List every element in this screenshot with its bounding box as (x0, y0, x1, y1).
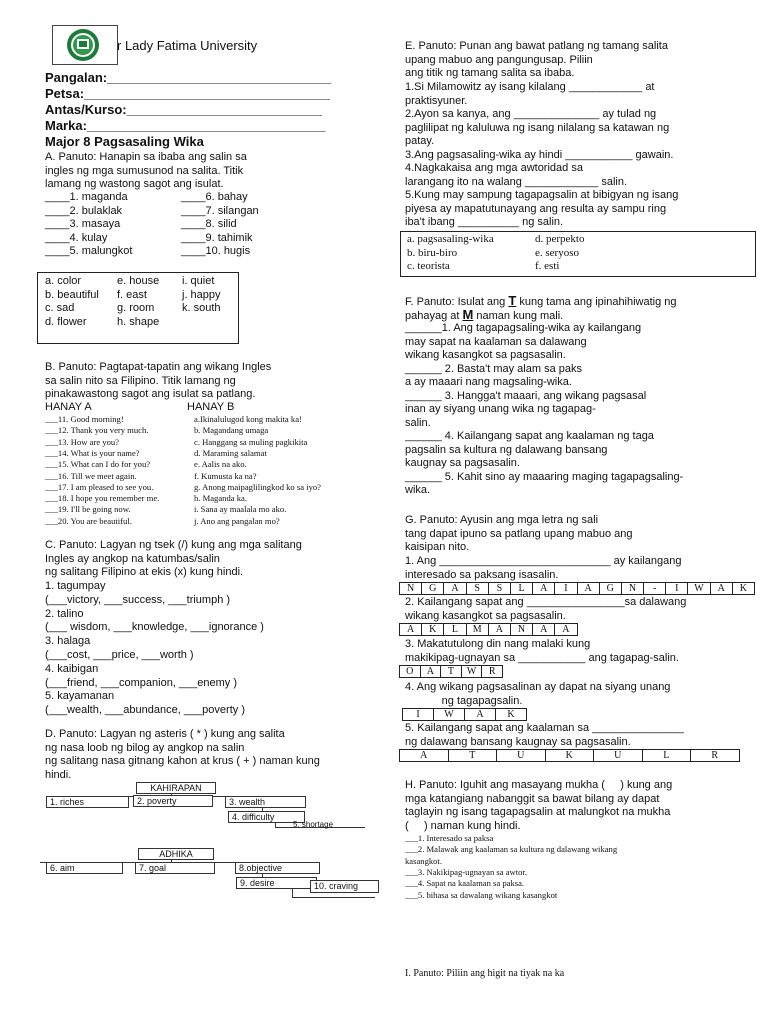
section-g-q3: 3. Makatutulong din nang malaki kung makikipag-ugnayan sa ___________ ang tagapag-salin. (405, 638, 679, 664)
letter-cell: G (600, 583, 622, 594)
section-g-grid-5 (399, 749, 740, 762)
section-c-line: (___victory, ___success, ___triumph ) (45, 593, 231, 606)
tree2-node-7[interactable]: 7. goal (135, 862, 215, 874)
letter-cell: A (400, 624, 422, 635)
choice-item: f. east (117, 288, 147, 301)
letter-cell: I (555, 583, 577, 594)
section-h-instruction: H. Panuto: Iguhit ang masayang mukha ( ) kung ang mga katangiang nabanggit sa bawat bilang ay dapat taglayin ng isang tagapagsalin at malungkot na mukha ( ) naman kung hindi. (405, 779, 673, 832)
section-g-q2: 2. Kailangang sapat ang ________________sa dalawang wikang kasangkot sa pagsasalin. (405, 596, 687, 622)
letter-cell: N (622, 583, 644, 594)
letter-cell: S (489, 583, 511, 594)
letter-cell: T (449, 750, 498, 761)
hanay-b-label: HANAY B (187, 401, 235, 413)
choice-item: d. perpekto (535, 233, 585, 245)
hanay-a-item: ___16. Till we meet again. (45, 470, 137, 481)
letter-cell: W (688, 583, 710, 594)
section-a-item: ____4. kulay (45, 231, 108, 244)
section-f-instruction-text: naman kung mali. (473, 310, 564, 322)
letter-cell: K (422, 624, 444, 635)
hanay-b-item: c. Hanggang sa muling pagkikita (194, 436, 308, 447)
university-name: r Lady Fatima University (117, 38, 258, 53)
choice-item: g. room (117, 302, 155, 315)
choice-item: e. house (117, 275, 160, 287)
letter-cell: L (643, 750, 692, 761)
university-logo (52, 25, 118, 65)
section-c-line: 5. kayamanan (45, 690, 115, 703)
letter-cell: S (467, 583, 489, 594)
letter-cell: N (511, 624, 533, 635)
section-c-line: 1. tagumpay (45, 580, 106, 592)
section-a-item: ____10. hugis (181, 245, 251, 258)
hanay-a-label: HANAY A (45, 401, 92, 413)
section-h-item: kasangkot. (405, 855, 442, 866)
hanay-a-item: ___18. I hope you remember me. (45, 493, 160, 504)
choice-item: k. south (182, 302, 221, 315)
section-a-item: ____1. maganda (45, 191, 128, 203)
section-a-item: ____3. masaya (45, 218, 121, 231)
hanay-b-item: b. Magandang umaga (194, 425, 269, 436)
section-g-grid-2 (399, 623, 578, 636)
page-title: Major 8 Pagsasaling Wika (45, 134, 204, 149)
letter-cell: A (533, 583, 555, 594)
hanay-a-item: ___13. How are you? (45, 436, 119, 447)
letter-cell: L (444, 624, 466, 635)
section-a-instruction: A. Panuto: Hanapin sa ibaba ang salin sa ingles ng mga sumusunod na salita. Titik lamang ng wastong sagot ang isulat. (45, 151, 247, 190)
section-a-item: ____8. silid (181, 218, 237, 231)
hanay-a-item: ___19. I'll be going now. (45, 504, 131, 515)
letter-cell: A (465, 709, 496, 720)
letter-cell: K (733, 583, 755, 594)
choice-item: c. sad (45, 302, 75, 315)
section-h-item: ___5. bihasa sa dawalang wikang kasangkot (405, 889, 558, 900)
section-d-instruction: D. Panuto: Lagyan ng asteris ( * ) kung ang salita ng nasa loob ng bilog ay angkop na salin ng salitang nasa gitnang kahon at krus ( + ) naman kung hindi. (45, 728, 320, 781)
tree1-node-5[interactable]: 5. shortage (293, 820, 334, 829)
section-g-q4: 4. Ang wikang pagsasalinan ay dapat na siyang unang ng tagapagsalin. (405, 681, 671, 707)
section-g-grid-4 (402, 708, 527, 721)
section-e-instruction: E. Panuto: Punan ang bawat patlang ng tamang salita upang mabuo ang pangungusap. Piliin ang titik ng tamang salita sa ibaba. (405, 40, 668, 79)
section-c-line: 2. talino (45, 607, 84, 620)
hanay-a-item: ___17. I am pleased to see you. (45, 481, 154, 492)
choice-item: i. quiet (182, 275, 215, 287)
section-c-line: 4. kaibigan (45, 662, 99, 675)
section-a-item: ____5. malungkot (45, 245, 133, 258)
tree2-node-8[interactable]: 8.objective (235, 862, 320, 874)
letter-cell: - (644, 583, 666, 594)
letter-cell: L (511, 583, 533, 594)
letter-cell: I (666, 583, 688, 594)
letter-cell: K (496, 709, 527, 720)
letter-cell: W (462, 666, 483, 677)
section-g-q5: 5. Kailangang sapat ang kaalaman sa _______________ ng dalawang bansang kaugnay sa pagsasalin. (405, 722, 684, 748)
section-a-item: ____6. bahay (181, 191, 248, 203)
letter-cell: U (594, 750, 643, 761)
antas-field[interactable]: Antas/Kurso:___________________________ (45, 102, 322, 117)
hanay-a-item: ___20. You are beautiful. (45, 515, 132, 526)
tree1-node-1[interactable]: 1. riches (46, 796, 129, 808)
hanay-b-item: a.Ikinalulugod kong makita ka! (194, 414, 302, 424)
choice-item: b. beautiful (45, 288, 99, 301)
letter-cell: A (421, 666, 442, 677)
hanay-b-item: e. Aalis na ako. (194, 459, 247, 470)
section-h-item: ___3. Nakikipag-ugnayan sa awtor. (405, 866, 527, 877)
pangalan-field[interactable]: Pangalan:_______________________________ (45, 70, 332, 85)
letter-cell: G (422, 583, 444, 594)
tree1-root: KAHIRAPAN (136, 782, 216, 794)
tree2-root: ADHIKA (138, 848, 214, 860)
letter-cell: R (691, 750, 740, 761)
section-f-instruction-text: pahayag at (405, 310, 463, 322)
section-c-line: (___wealth, ___abundance, ___poverty ) (45, 704, 245, 717)
section-a-item: ____2. bulaklak (45, 204, 123, 217)
letter-cell: U (497, 750, 546, 761)
hanay-b-item: d. Maraming salamat (194, 447, 267, 458)
section-g-q1: 1. Ang ____________________________ ay kailangang interesado sa paksang isasalin. (405, 555, 682, 581)
letter-cell: A (578, 583, 600, 594)
letter-cell: O (400, 666, 421, 677)
section-c-line: 3. halaga (45, 635, 91, 648)
choice-item: a. color (45, 275, 82, 287)
letter-cell: N (400, 583, 422, 594)
section-g-instruction: G. Panuto: Ayusin ang mga letra ng sali tang dapat ipuno sa patlang upang mabuo ang kaisipan nito. (405, 514, 633, 553)
section-a-item: ____9. tahimik (181, 231, 253, 244)
section-f-instruction-text: kung tama ang ipinahihiwatig ng (516, 296, 677, 308)
section-b-instruction: B. Panuto: Pagtapat-tapatin ang wikang Ingles sa salin nito sa Filipino. Titik lamang ng pinakawastong sagot ang isulat sa patlang. (45, 361, 272, 400)
hanay-a-item: ___14. What is your name? (45, 447, 140, 458)
hanay-b-item: j. Ano ang pangalan mo? (194, 515, 280, 526)
section-c-line: (___ wisdom, ___knowledge, ___ignorance ) (45, 621, 264, 634)
tree1-node-3[interactable]: 3. wealth (225, 796, 306, 808)
section-a-item: ____7. silangan (181, 204, 259, 217)
letter-cell: I (403, 709, 434, 720)
letter-cell: A (400, 750, 449, 761)
letter-cell: A (533, 624, 555, 635)
tree2-node-6[interactable]: 6. aim (46, 862, 123, 874)
choice-item: a. pagsasaling-wika (407, 233, 494, 245)
choice-item: e. seryoso (535, 246, 579, 259)
hanay-a-item: ___11. Good morning! (45, 414, 124, 424)
hanay-b-item: h. Maganda ka. (194, 493, 247, 504)
section-h-item: ___2. Malawak ang kaalaman sa kultura ng dalawang wikang (405, 844, 618, 855)
choice-item: h. shape (117, 315, 160, 328)
seal-icon (53, 26, 117, 64)
section-c-line: (___cost, ___price, ___worth ) (45, 649, 194, 661)
letter-cell: A (555, 624, 577, 635)
hanay-a-item: ___12. Thank you very much. (45, 425, 149, 436)
hanay-a-item: ___15. What can I do for you? (45, 459, 151, 470)
tree1-node-2[interactable]: 2. poverty (133, 795, 213, 807)
tree2-node-9[interactable]: 9. desire (236, 877, 317, 889)
tree2-connector (292, 897, 375, 898)
letter-cell: R (482, 666, 503, 677)
section-c-line: (___friend, ___companion, ___enemy ) (45, 676, 238, 689)
choice-item: b. biru-biro (407, 246, 458, 259)
letter-m: M (462, 307, 474, 322)
letter-cell: M (467, 624, 489, 635)
hanay-b-item: i. Sana ay maalala mo ako. (194, 504, 287, 515)
section-f-items: ______1. Ang tagapagsaling-wika ay kailangang may sapat na kaalaman sa dalawang wikang kasangkot sa pagsasalin. ______ 2. Basta't may alam sa paks a ay maaari nang magsaling-wika. ______ 3. Hangga't maaari, ang wikang pagsasal inan ay siyang unang wika ng tagapag- salin. ______ 4. Kailangang sapat ang kaalaman ng taga pagsalin sa kultura ng dalawang bansang kaugnay sa pagsasalin. ______ 5. Kahit sino ay maaaring maging tagapagsaling- wika. (405, 322, 684, 496)
section-e-items: 1.Si Milamowitz ay isang kilalang ____________ at praktisyuner. 2.Ayon sa kanya, ang ______________ ay tulad ng paglilipat ng kaluluwa ng isang nilalang sa katawan ng patay. 3.Ang pagsasaling-wika ay hindi ___________ gawain. 4.Nagkakaisa ang mga awtoridad sa larangang ito na walang ____________ salin. 5.Kung may sampung tagapagsalin at bibigyan ng isang piyesa ay mapatutunayang ang resulta ay sampu ring iba't ibang __________ ng salin. (405, 81, 679, 228)
letter-cell: T (441, 666, 462, 677)
choice-item: f. esti (535, 260, 560, 272)
section-h-item: ___4. Sapat na kaalaman sa paksa. (405, 878, 525, 889)
marka-field[interactable]: Marka:_________________________________ (45, 118, 326, 133)
letter-cell: A (711, 583, 733, 594)
section-g-grid-1 (399, 582, 755, 595)
section-f-instruction-text: F. Panuto: Isulat ang (405, 296, 509, 308)
letter-cell: K (546, 750, 595, 761)
letter-cell: A (489, 624, 511, 635)
choice-item: j. happy (182, 288, 221, 301)
hanay-b-item: g. Anong maipaglilingkod ko sa iyo? (194, 481, 321, 492)
letter-t: T (508, 293, 517, 308)
letter-cell: A (444, 583, 466, 594)
section-h-item: ___1. Interesado sa paksa (405, 833, 494, 843)
tree1-node-4[interactable]: 4. difficulty (228, 811, 305, 823)
petsa-field[interactable]: Petsa:__________________________________ (45, 86, 330, 101)
section-g-grid-3 (399, 665, 503, 678)
choice-item: d. flower (45, 315, 87, 328)
tree2-node-10[interactable]: 10. craving (310, 880, 379, 893)
section-c-instruction: C. Panuto: Lagyan ng tsek (/) kung ang mga salitang Ingles ay angkop na katumbas/salin ng salitang Filipino at ekis (x) kung hindi. (45, 539, 302, 578)
letter-cell: W (434, 709, 465, 720)
hanay-b-item: f. Kumusta ka na? (194, 470, 257, 481)
section-i-instruction: I. Panuto: Piliin ang higit na tiyak na ka (405, 968, 565, 979)
choice-item: c. teorista (407, 260, 450, 272)
